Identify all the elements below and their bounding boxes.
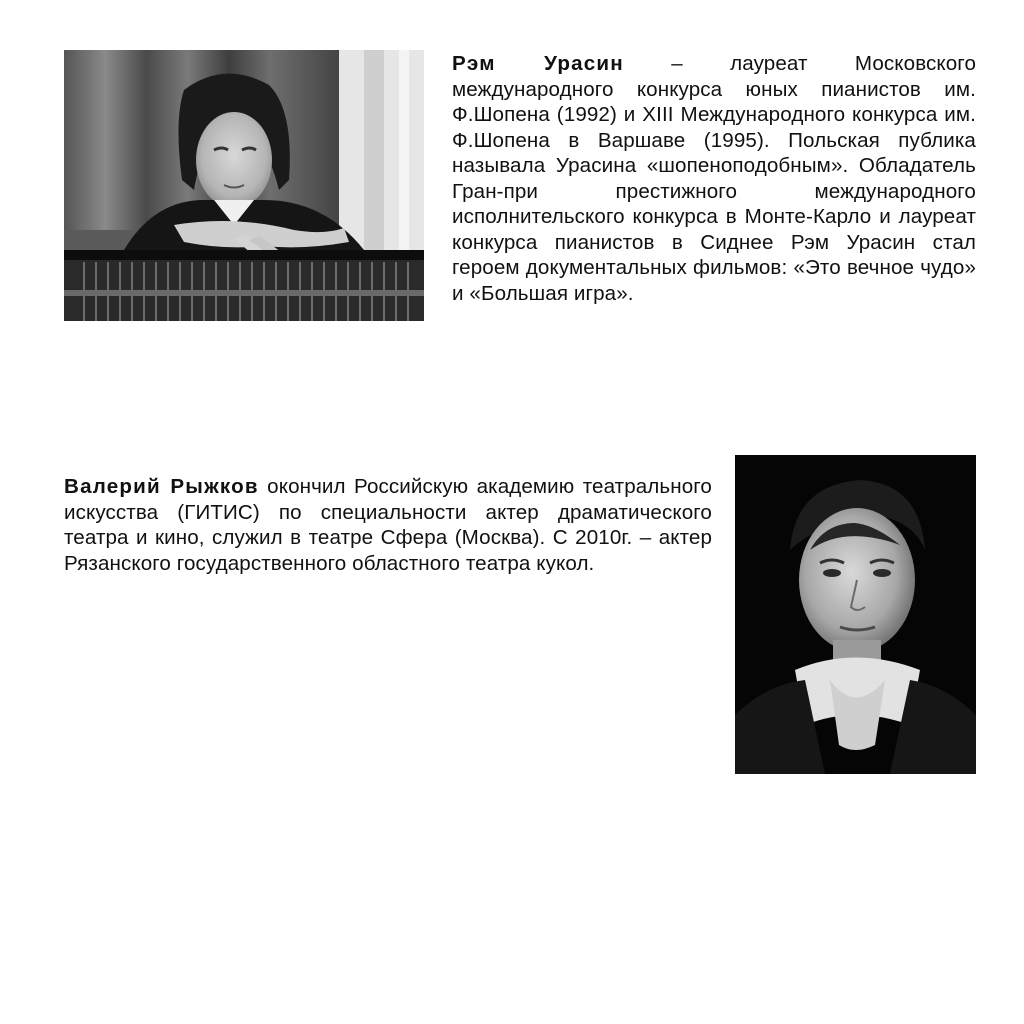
person-name: Валерий Рыжков	[64, 475, 259, 498]
bio-text: – лауреат Московского международного конкурса юных пианистов им. Ф.Шопена (1992) и XIII Международного конкурса им. Ф.Шопена в Варшаве (1995). Польская публика называла Урасина «шопеноподобным». Обладатель Гран-при престижного международного исполнительского конкурса в Монте-Карло и лауреат конкурса пианистов в Сиднее Рэм Урасин стал героем документальных фильмов: «Это вечное чудо» и «Большая игра».	[452, 52, 977, 305]
person-name: Рэм Урасин	[452, 52, 624, 75]
bio-ryzhkov	[64, 474, 712, 576]
bio-text: окончил Российскую академию театрального искусства (ГИТИС) по специальности актер драматического театра и кино, служил в театре Сфера (Москва). С 2010г. – актер Рязанского государственного областного театра кукол.	[64, 475, 712, 575]
bio-urasin	[452, 51, 976, 306]
photo-pianist	[64, 50, 424, 321]
photo-actor	[735, 455, 976, 774]
